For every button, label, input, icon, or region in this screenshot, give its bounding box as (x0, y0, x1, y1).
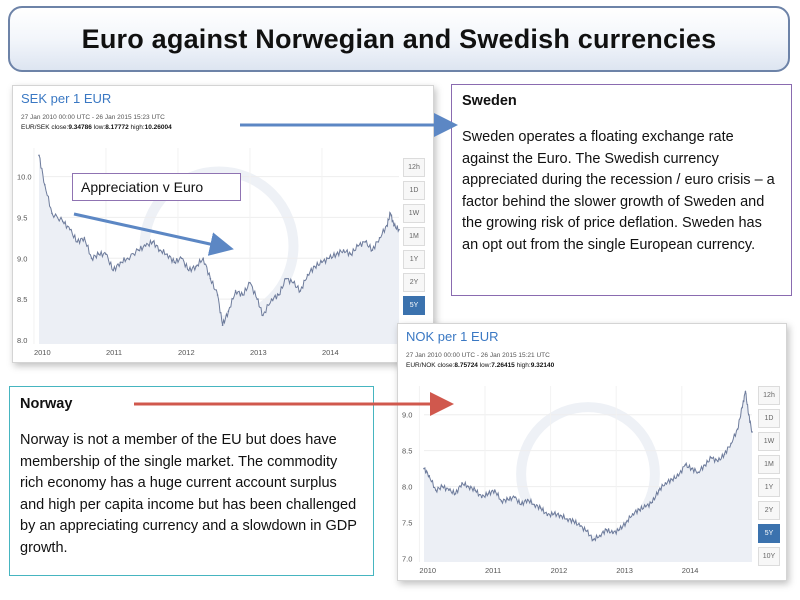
sek-y-tick-label: 9.5 (17, 213, 28, 223)
nok-range-button-12h[interactable]: 12h (758, 386, 780, 405)
nok-range-button-2y[interactable]: 2Y (758, 501, 780, 520)
sek-chart-title: SEK per 1 EUR (21, 91, 112, 106)
appreciation-trend-arrow (74, 214, 228, 248)
nok-pair: EUR/NOK (406, 362, 436, 369)
nok-y-tick-label: 8.0 (402, 482, 413, 492)
nok-y-tick-label: 9.0 (402, 410, 413, 420)
sek-range-button-1d[interactable]: 1D (403, 181, 425, 200)
sweden-body: Sweden operates a floating exchange rate against the Euro. The Swedish currency appreciated during the recession / euro crisis – a factor behind the slower growth of Sweden and the growing risk of price deflation. Sweden has an opt out from the single European currency. (462, 129, 775, 253)
sek-range-button-2y[interactable]: 2Y (403, 273, 425, 292)
sek-x-tick-label: 2011 (105, 348, 123, 357)
sek-x-tick-label: 2014 (321, 348, 339, 357)
nok-x-tick-label: 2013 (616, 566, 633, 575)
sek-close-value: 9.34786 (68, 124, 92, 131)
sek-y-tick-label: 8.0 (17, 335, 28, 345)
sek-x-tick-label: 2010 (33, 348, 51, 357)
sek-high-label: high: (130, 124, 145, 131)
page-title: Euro against Norwegian and Swedish currencies (81, 23, 717, 54)
sek-y-tick-label: 10.0 (17, 172, 32, 182)
sek-low-value: 8.17772 (105, 124, 129, 131)
nok-x-tick-label: 2010 (419, 566, 437, 575)
nok-y-tick-label: 8.5 (402, 446, 413, 456)
nok-range-button-10y[interactable]: 10Y (758, 547, 780, 566)
nok-date-range: 27 Jan 2010 00:00 UTC - 26 Jan 2015 15:21 UTC (406, 352, 550, 359)
sek-range-button-1y[interactable]: 1Y (403, 250, 425, 269)
sweden-heading: Sweden (462, 93, 517, 109)
norway-body: Norway is not a member of the EU but does have membership of the single market. The commodity rich economy has a huge current account surplus and high per capita income but has been challenged by an appreciating currency and a slowdown in GDP growth. (20, 432, 357, 556)
nok-range-button-1w[interactable]: 1W (758, 432, 780, 451)
nok-close-label: close: (437, 362, 455, 369)
nok-close-value: 8.75724 (454, 362, 478, 369)
sek-high-value: 10.26004 (144, 124, 172, 131)
sek-x-tick-label: 2012 (177, 348, 195, 357)
sek-pair: EUR/SEK (21, 124, 50, 131)
sek-range-button-1m[interactable]: 1M (403, 227, 425, 246)
nok-range-button-5y[interactable]: 5Y (758, 524, 780, 543)
sek-y-tick-label: 8.5 (17, 295, 28, 305)
sek-y-tick-label: 9.0 (17, 254, 28, 264)
sek-date-range: 27 Jan 2010 00:00 UTC - 26 Jan 2015 15:23 UTC (21, 114, 165, 121)
nok-range-button-1d[interactable]: 1D (758, 409, 780, 428)
sek-x-tick-label: 2013 (249, 348, 267, 357)
sek-range-button-12h[interactable]: 12h (403, 158, 425, 177)
sek-range-button-1w[interactable]: 1W (403, 204, 425, 223)
nok-x-tick-label: 2014 (681, 566, 699, 575)
nok-chart-title: NOK per 1 EUR (406, 329, 499, 344)
nok-y-tick-label: 7.0 (402, 554, 413, 564)
norway-heading: Norway (20, 396, 73, 412)
appreciation-annotation: Appreciation v Euro (72, 173, 241, 201)
nok-x-tick-label: 2012 (550, 566, 568, 575)
nok-high-value: 9.32140 (530, 362, 555, 369)
nok-x-tick-label: 2011 (485, 566, 502, 575)
sek-close-label: close: (51, 124, 69, 131)
nok-range-button-1m[interactable]: 1M (758, 455, 780, 474)
nok-range-button-1y[interactable]: 1Y (758, 478, 780, 497)
nok-high-label: high: (516, 362, 531, 369)
sek-range-button-5y[interactable]: 5Y (403, 296, 425, 315)
sek-low-label: low: (93, 124, 106, 131)
nok-low-value: 7.26415 (491, 362, 515, 369)
nok-low-label: low: (479, 362, 492, 369)
nok-y-tick-label: 7.5 (402, 518, 413, 528)
